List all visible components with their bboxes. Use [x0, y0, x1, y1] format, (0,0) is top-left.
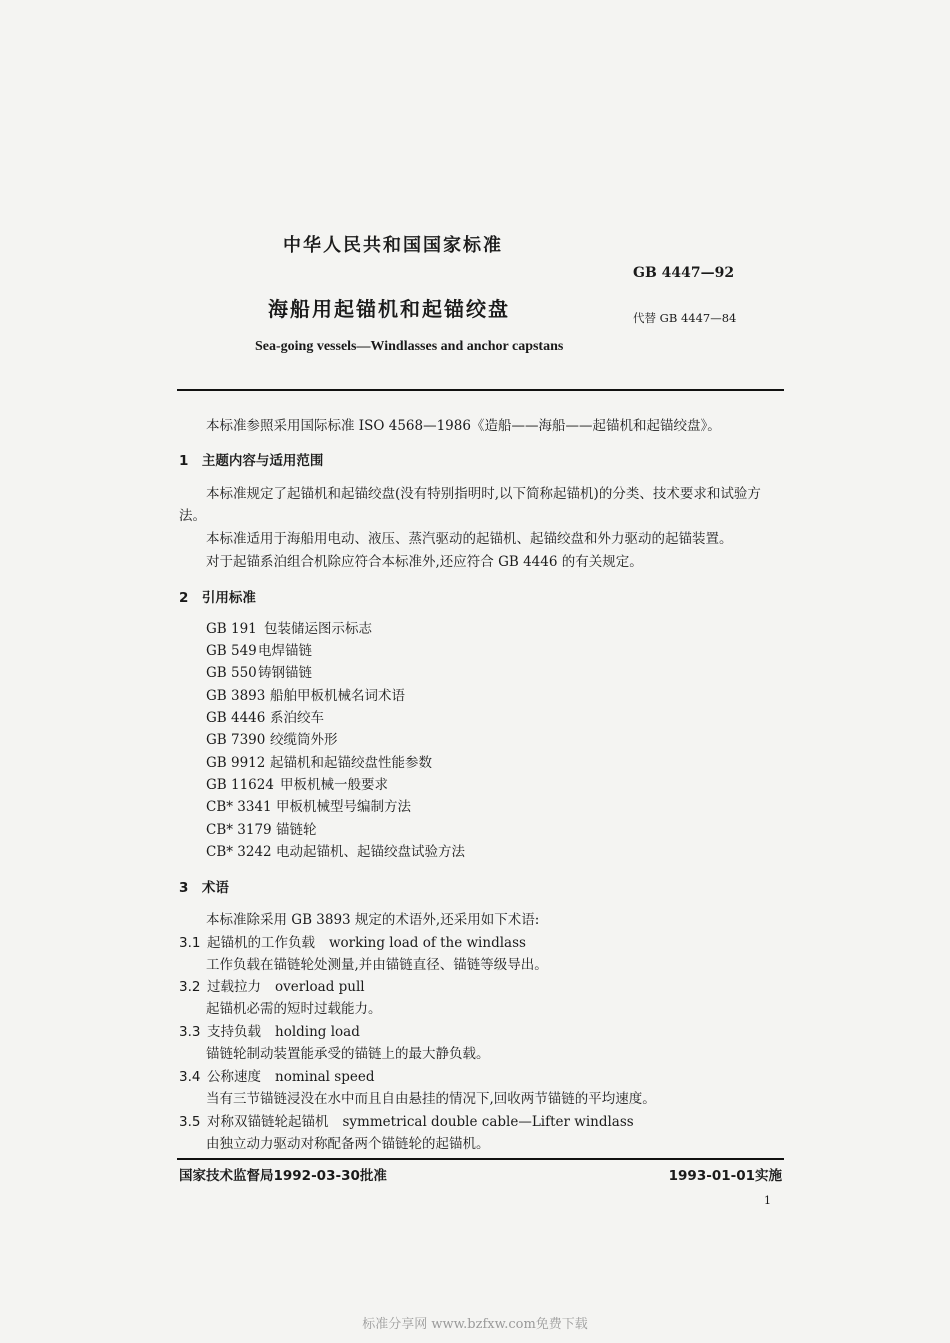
- section-1-para-1: 本标准规定了起锚机和起锚绞盘(没有特别指明时,以下简称起锚机)的分类、技术要求和试验方: [206, 486, 761, 502]
- issuing-body: 中华人民共和国国家标准: [283, 235, 503, 256]
- reference-code: GB 4446: [206, 710, 266, 726]
- reference-item: [206, 618, 372, 640]
- replaces-standard: 代替 GB 4447—84: [633, 311, 737, 325]
- term-heading: [179, 932, 526, 954]
- reference-code: CB* 3179: [206, 822, 272, 838]
- page-title: 海船用起锚机和起锚绞盘: [268, 297, 510, 321]
- reference-item: [206, 685, 405, 707]
- term-heading: [179, 1021, 360, 1043]
- term-name: 支持负载: [207, 1024, 261, 1040]
- term-definition: 当有三节锚链浸没在水中而且自由悬挂的情况下,回收两节锚链的平均速度。: [206, 1091, 656, 1107]
- reference-item: [206, 841, 465, 863]
- reference-title: 甲板机械型号编制方法: [276, 799, 411, 815]
- intro-paragraph: 本标准参照采用国际标准 ISO 4568—1986《造船——海船——起锚机和起锚绞盘》。: [206, 418, 721, 434]
- section-1-para-3: 对于起锚系泊组合机除应符合本标准外,还应符合 GB 4446 的有关规定。: [206, 554, 643, 570]
- term-definition: 锚链轮制动装置能承受的锚链上的最大静负载。: [206, 1046, 490, 1062]
- reference-code: GB 549: [206, 643, 257, 659]
- term-definition: 工作负载在锚链轮处测量,并由锚链直径、锚链等级导出。: [206, 957, 548, 973]
- page-number: 1: [764, 1194, 771, 1207]
- term-name: 起锚机的工作负载: [207, 935, 315, 951]
- reference-title: 铸钢锚链: [258, 665, 312, 681]
- section-1-heading: 1 主题内容与适用范围: [179, 453, 324, 469]
- reference-title: 船舶甲板机械名词术语: [270, 688, 405, 704]
- term-name: 对称双锚链轮起锚机: [207, 1114, 329, 1130]
- reference-title: 锚链轮: [276, 822, 317, 838]
- reference-title: 系泊绞车: [270, 710, 324, 726]
- section-3-intro: 本标准除采用 GB 3893 规定的术语外,还采用如下术语:: [206, 912, 540, 928]
- reference-item: [206, 774, 388, 796]
- term-heading: [179, 1066, 374, 1088]
- reference-code: CB* 3341: [206, 799, 272, 815]
- reference-title: 电焊锚链: [258, 643, 312, 659]
- term-english: symmetrical double cable—Lifter windlass: [342, 1114, 634, 1130]
- watermark-text: 标准分享网 www.bzfxw.com免费下载: [362, 1317, 588, 1332]
- term-english: working load of the windlass: [329, 935, 526, 951]
- term-english: nominal speed: [275, 1069, 375, 1085]
- reference-code: GB 191: [206, 621, 257, 637]
- reference-code: GB 7390: [206, 732, 266, 748]
- reference-title: 甲板机械一般要求: [280, 777, 388, 793]
- reference-code: GB 9912: [206, 755, 266, 771]
- reference-title: 起锚机和起锚绞盘性能参数: [270, 755, 432, 771]
- section-2-heading: 2 引用标准: [179, 590, 256, 606]
- term-number: 3.1: [179, 935, 201, 951]
- reference-title: 电动起锚机、起锚绞盘试验方法: [276, 844, 465, 860]
- header-rule: [177, 389, 784, 391]
- term-english: overload pull: [275, 979, 365, 995]
- reference-item: [206, 796, 411, 818]
- reference-item: [206, 640, 312, 662]
- reference-item: [206, 729, 338, 751]
- term-name: 公称速度: [207, 1069, 261, 1085]
- term-number: 3.2: [179, 979, 201, 995]
- reference-item: [206, 752, 432, 774]
- reference-title: 包装储运图示标志: [264, 621, 372, 637]
- effective-date: 1993-01-01实施: [668, 1168, 782, 1184]
- approval-line: 国家技术监督局1992-03-30批准: [179, 1168, 387, 1184]
- reference-code: GB 3893: [206, 688, 266, 704]
- term-heading: [179, 976, 365, 998]
- term-definition: 起锚机必需的短时过载能力。: [206, 1001, 382, 1017]
- english-title: Sea-going vessels—Windlasses and anchor capstans: [255, 339, 564, 354]
- term-english: holding load: [275, 1024, 360, 1040]
- term-name: 过载拉力: [207, 979, 261, 995]
- term-definition: 由独立动力驱动对称配备两个锚链轮的起锚机。: [206, 1136, 490, 1152]
- footer-rule: [177, 1158, 784, 1160]
- reference-code: GB 550: [206, 665, 257, 681]
- reference-code: CB* 3242: [206, 844, 272, 860]
- reference-item: [206, 819, 317, 841]
- reference-item: [206, 707, 324, 729]
- term-heading: [179, 1111, 634, 1133]
- section-1-para-1-cont: 法。: [179, 508, 206, 524]
- term-number: 3.4: [179, 1069, 201, 1085]
- section-1-para-2: 本标准适用于海船用电动、液压、蒸汽驱动的起锚机、起锚绞盘和外力驱动的起锚装置。: [206, 531, 733, 547]
- reference-code: GB 11624: [206, 777, 274, 793]
- term-number: 3.5: [179, 1114, 201, 1130]
- standard-code: GB 4447—92: [633, 265, 735, 281]
- section-3-heading: 3 术语: [179, 880, 229, 896]
- term-number: 3.3: [179, 1024, 201, 1040]
- reference-item: [206, 662, 312, 684]
- reference-title: 绞缆筒外形: [270, 732, 338, 748]
